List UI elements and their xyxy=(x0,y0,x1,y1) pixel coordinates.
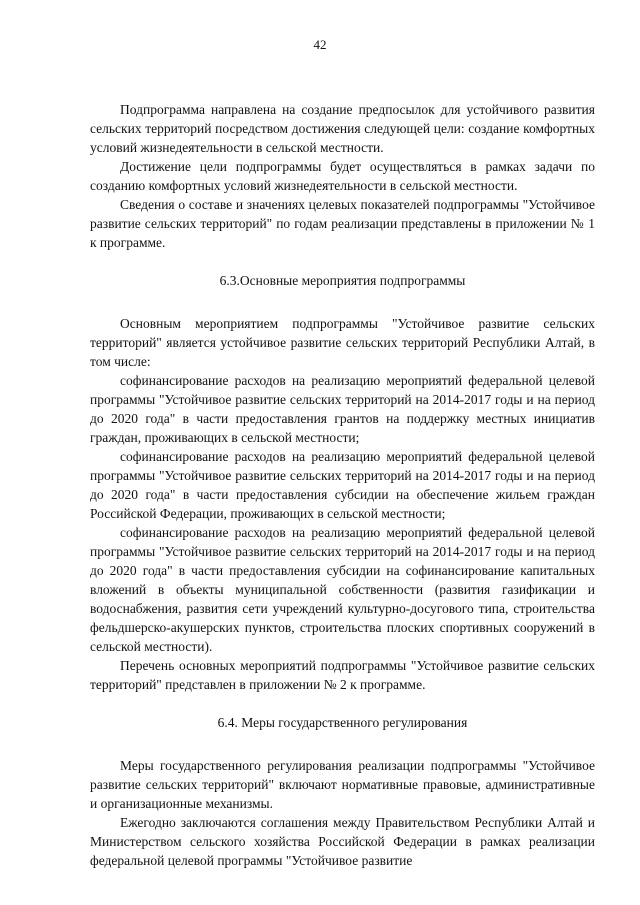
paragraph-regulation-measures: Меры государственного регулирования реализации подпрограммы "Устойчивое развитие сельских территорий" включают нормативные правовые, административные и организационные механизмы. xyxy=(90,758,595,811)
paragraph-main-activity: Основным мероприятием подпрограммы "Устойчивое развитие сельских территорий" является устойчивое развитие сельских территорий Республики Алтай, в том числе: xyxy=(90,316,595,369)
paragraph-task: Достижение цели подпрограммы будет осуществляться в рамках задачи по созданию комфортных условий жизнедеятельности в сельской местности. xyxy=(90,159,595,193)
paragraph-indicators: Сведения о составе и значениях целевых показателей подпрограммы "Устойчивое развитие сельских территорий" по годам реализации представлены в приложении № 1 к программе. xyxy=(90,197,595,250)
list-item-housing: софинансирование расходов на реализацию мероприятий федеральной целевой программы "Устойчивое развитие сельских территорий на 2014-2017 годы и на период до 2020 года" в части предоставления субсидии на обеспечение жильем граждан Российской Федерации, проживающих в сельской местности; xyxy=(90,449,595,521)
section-heading-6-3: 6.3.Основные мероприятия подпрограммы xyxy=(219,273,466,288)
paragraph-activities-list: Перечень основных мероприятий подпрограммы "Устойчивое развитие сельских территорий" представлен в приложении № 2 к программе. xyxy=(90,658,595,692)
paragraph-agreements: Ежегодно заключаются соглашения между Правительством Республики Алтай и Министерством сельского хозяйства Российской Федерации в рамках реализации федеральной целевой программы "Устойчивое развитие xyxy=(90,815,595,868)
section-heading-6-4: 6.4. Меры государственного регулирования xyxy=(217,715,468,730)
paragraph-goal: Подпрограмма направлена на создание предпосылок для устойчивого развития сельских территорий посредством достижения следующей цели: создание комфортных условий жизнедеятельности в сельской местности. xyxy=(90,102,595,155)
list-item-grants: софинансирование расходов на реализацию мероприятий федеральной целевой программы "Устойчивое развитие сельских территорий на 2014-2017 годы и на период до 2020 года" в части предоставления грантов на поддержку местных инициатив граждан, проживающих в сельской местности; xyxy=(90,373,595,445)
page-number: 42 xyxy=(313,37,327,52)
list-item-capital-investments: софинансирование расходов на реализацию мероприятий федеральной целевой программы "Устойчивое развитие сельских территорий на 2014-2017 годы и на период до 2020 года" в части предоставления субсидии на софинансирование капитальных вложений в объекты муниципальной собственности (развития газификации и водоснабжения, развития сети учреждений культурно-досугового типа, строительства фельдшерско-акушерских пунктов, строительства плоских спортивных сооружений в сельской местности). xyxy=(90,525,595,654)
document-body xyxy=(90,100,595,870)
